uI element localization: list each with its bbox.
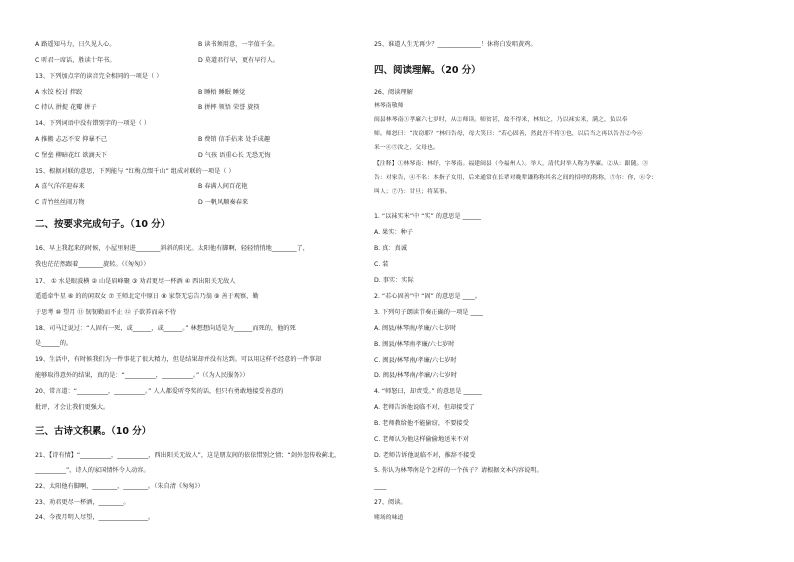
q13-option-d: B 拼摔 领悟 荣誉 旋筷 [198,104,260,111]
q26-1-option-d: D. 事实：实际 [374,277,414,284]
q26-5-answer-blank: ____ [374,483,387,490]
q26-2-stem: 2. “若心固善”中 “固” 的意思是 ____。 [374,293,482,300]
q26-1-option-a: A. 果实：种子 [374,229,413,236]
q26-3-option-d: D. 闽县/林琴南/孝廉/六七岁时 [374,372,458,379]
q13-option-c: C 持认 拼捉 花瓣 拼子 [35,104,97,111]
q26-5-stem: 5. 你认为林琴南是个怎样的一个孩子？请根据文本内容说明。 [374,467,543,474]
q14-option-b: B 费销 信手拈来 处手成趣 [198,136,271,143]
note-line-3: 叫人；⑦乃：甘旦；将某事。 [374,189,451,195]
q17-line-3: 于思考 ⑩ 望月 ⑪ 韧韧勤而不止 ⑫ 子欲养而亲不待 [35,309,177,316]
q12-option-a: A 路遥知马力，日久见人心。 [35,41,116,48]
q15-option-b: B 春满人间百花艳 [198,183,248,190]
q27-passage-title: 赌场的味道 [374,515,404,521]
q19-line-1: 19、生活中，有时候我们为一件事花了很大精力，但是结果却并没有达到。可以用这样不经意的一件事却 [35,356,322,363]
q12-option-c: C 听君一席话，胜读十年书。 [35,57,116,64]
section-3-title: 三、古诗文积累。（10 分） [35,426,152,437]
q26-3-stem: 3. 下列句子朗读节奏正确的一项是 ____ [374,309,483,316]
q13-option-a: A 水饺 校讨 拌跤 [35,89,83,96]
q27-label: 27、阅读。 [374,499,407,506]
q21-line-1: 21、【诗有情】“__________，__________，西出阳关无故人”，这是朋友间的依依惜别之情；“剑外忽传收蓟北， [35,452,341,459]
q22: 22、太阳他有脚啊，________，________。（朱自清《匆匆》） [35,483,204,490]
q26-4-option-b: B. 老师教给他不能偷窃，不要接受 [374,420,469,427]
q26-4-stem: 4. “师怒曰，却责受。” 的意思是 ______ [374,388,482,395]
note-line-1: 【注释】①林琴南：林纾，字琴南。福建闽县（今福州人）。举人，清代封举人称为孝廉。②从：跟随。③ [374,161,649,167]
q26-1-stem: 1. “以袜实米”中 “实” 的意思是 ______ [374,213,482,220]
q12-option-b: B 读书须用意，一字值千金。 [198,41,279,48]
note-line-2: 告：对家告，④不名：本指子女用，后来通常在长辈对晚辈谦称称其名之间的招呼的称称，⑤尔：你，⑥令： [374,175,658,181]
q26-3-option-c: C. 闽县/林琴南/孝廉/六七岁时 [374,357,457,364]
q26-1-option-c: C. 装 [374,261,389,268]
q14-option-d: D 气孩 语重心长 无恐无悔 [198,152,271,159]
q26-4-option-d: D. 老师告诉他说临不对，推辞不接受 [374,452,476,459]
q15-option-c: C 青竹丝丝闹万物 [35,199,85,206]
q14-stem: 14、下列词语中没有错别字的一项是（ ） [35,120,151,127]
q26-4-option-c: C. 老师认为他这样偷偷地送米不对 [374,436,469,443]
passage-line-1: 闽县林琴南①孝廉六七岁时，从②师读。师贫甚，故不得米，林知之，乃以袜实米，满之，负以奉 [374,117,628,123]
passage-line-3: 米一④⑤汝之，父母也。 [374,145,439,151]
q20-line-1: 20、常言道：“__________，__________。” 人人都爱听夸奖的话，但只有勇敢地接受善意的 [35,388,284,395]
q26-4-option-a: A. 老师告诉他说临不对，但却接受了 [374,404,475,411]
q23: 23、劝君更尽一杯酒，________。 [35,499,130,506]
passage-title: 林琴南敬师 [374,103,404,109]
q16-line-1: 16、早上我起来的时候，小屋里射进________斜斜的阳光。太阳他有脚啊，轻轻悄悄地________了， [35,245,309,252]
q26-1-option-b: B. 真：真诚 [374,245,407,252]
q24: 24、今夜月明人尽望，________________。 [35,514,155,521]
q16-line-2: 我也茫茫然跟着________旋转。（《匆匆》） [35,261,150,268]
q21-line-2: __________”，诗人的家国情怀令人动容。 [35,467,150,474]
section-2-title: 二、按要求完成句子。（10 分） [35,219,171,230]
q26-3-option-a: A. 闽县/林琴南/孝廉/六七岁时 [374,325,457,332]
q14-option-a: A 推搬 忐忑不安 抑暴不己 [35,136,108,143]
q26-3-option-b: B. 闽县/林琴南孝廉/六七岁时 [374,341,455,348]
q12-option-d: D 莫道君行早，更有早行人。 [198,57,279,64]
passage-line-2: 师。师怒曰：“汝窃耶？”林归告母，母大笑曰：“若心固善，然此吾不将③也，以后当之再以告吾②今⑥ [374,131,643,137]
q15-option-d: D 一帆风顺奏春来 [198,199,249,206]
q13-option-b: B 睡梧 睡眠 睡觉 [198,89,246,96]
q15-option-a: A 喜气洋洋迎春来 [35,183,85,190]
q15-stem: 15、根据对联的意思，下列能与 “红梅点缀千山” 组成对联的一项是（ ） [35,168,235,175]
q25: 25、谁道人生无再少？______________！休将白发唱黄鸡。 [374,41,537,48]
q19-line-2: 能够取得意外的结果，真的是：“__________，__________。”（《为人民服务》） [35,372,249,379]
q13-stem: 13、下列加点字的读音完全相同的一项是（ ） [35,73,163,80]
section-4-title: 四、阅读理解。（20 分） [374,65,481,76]
q18-line-2: 是______的。 [35,340,73,347]
q18-line-1: 18、司马迁说过：“人固有一死，或______，或______。” 林想想向适是为______而死的，他的死 [35,325,296,332]
q26-label: 26、阅读理解 [374,89,413,96]
q17-line-1: 17、 ① 水是眼波横 ② 山是眉峰聚 ③ 劝君更尽一杯酒 ④ 西出阳关无故人 [35,278,236,285]
q20-line-2: 批评，才会让我们更强大。 [35,404,110,411]
q14-option-c: C 堡垒 柳暗花红 欲滴天下 [35,152,108,159]
q17-line-2: 遥遥牵牛星 ⑥ 的的闲双女 ⑦ 王师北定中原日 ⑧ 家祭无忘告乃翁 ⑨ 善于观察，勤 [35,293,259,300]
